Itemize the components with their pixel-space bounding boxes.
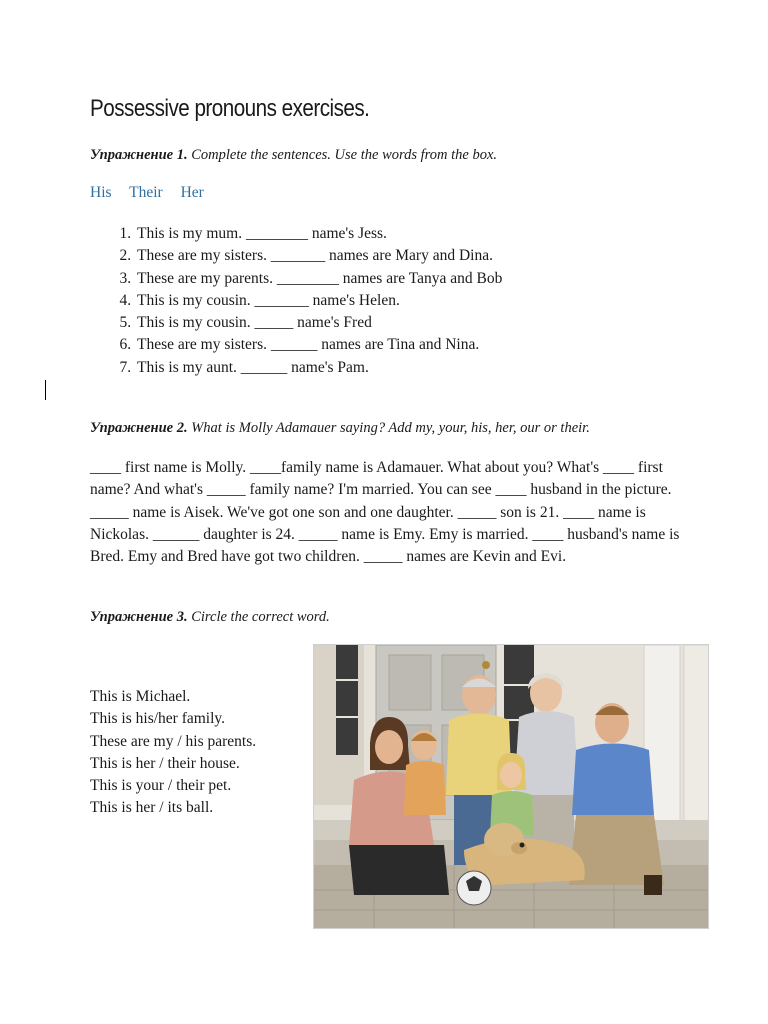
exercise-3-heading bbox=[90, 609, 330, 626]
exercise-2-text: ____ first name is Molly. ____family name is Adamauer. What about you? What's ____ first name? And what's _____ family name? I'm married. You can see ____ husband in the picture. _____ name is Aisek. We've got one son and one daughter. _____ son is 21. ____ name is Nickolas. ______ daughter is 24. _____ name is Emy. Emy is married. ____ husband's name is Bred. Emy and Bred have got two children. _____ names are Kevin and Evi. bbox=[90, 459, 680, 566]
exercise-1-item: 6. These are my sisters. ______ names are Tina and Nina. bbox=[135, 334, 695, 356]
exercise-1-item: 3. These are my parents. ________ names are Tanya and Bob bbox=[135, 268, 695, 290]
exercise-3-line: This is her / its ball. bbox=[90, 799, 214, 817]
exercise-1-instruction: Complete the sentences. Use the words from the box. bbox=[191, 147, 498, 163]
exercise-3-lines bbox=[90, 686, 256, 820]
word-box-item: Her bbox=[180, 184, 204, 201]
page-title: Possessive pronouns exercises. bbox=[90, 95, 370, 122]
exercise-3-instruction: Circle the correct word. bbox=[191, 609, 330, 625]
text-cursor bbox=[45, 380, 46, 400]
exercise-3-line: This is your / their pet. bbox=[90, 777, 232, 795]
exercise-1-item: 5. This is my cousin. _____ name's Fred bbox=[135, 312, 695, 334]
exercise-2-label: Упражнение 2. bbox=[90, 420, 188, 436]
exercise-2-heading bbox=[90, 420, 590, 437]
exercise-1-list bbox=[90, 223, 695, 379]
family-photo bbox=[313, 644, 709, 929]
exercise-3-label: Упражнение 3. bbox=[90, 609, 188, 625]
exercise-1-item: 7. This is my aunt. ______ name's Pam. bbox=[135, 357, 695, 379]
exercise-2-instruction: What is Molly Adamauer saying? Add my, your, his, her, our or their. bbox=[191, 420, 590, 436]
exercise-3-line: These are my / his parents. bbox=[90, 732, 257, 750]
exercise-1-item: 2. These are my sisters. _______ names are Mary and Dina. bbox=[135, 245, 695, 267]
exercise-1-label: Упражнение 1. bbox=[90, 147, 188, 163]
exercise-3-line: This is her / their house. bbox=[90, 754, 240, 772]
family-photo-illustration bbox=[314, 645, 709, 929]
word-box-item: Their bbox=[129, 184, 163, 201]
exercise-1-item: 1. This is my mum. ________ name's Jess. bbox=[135, 223, 695, 245]
exercise-3-line: This is his/her family. bbox=[90, 710, 226, 728]
word-box-item: His bbox=[90, 184, 112, 201]
exercise-1-item: 4. This is my cousin. _______ name's Helen. bbox=[135, 290, 695, 312]
word-box bbox=[90, 184, 218, 202]
exercise-1-heading bbox=[90, 147, 497, 164]
exercise-3-line: This is Michael. bbox=[90, 688, 191, 705]
